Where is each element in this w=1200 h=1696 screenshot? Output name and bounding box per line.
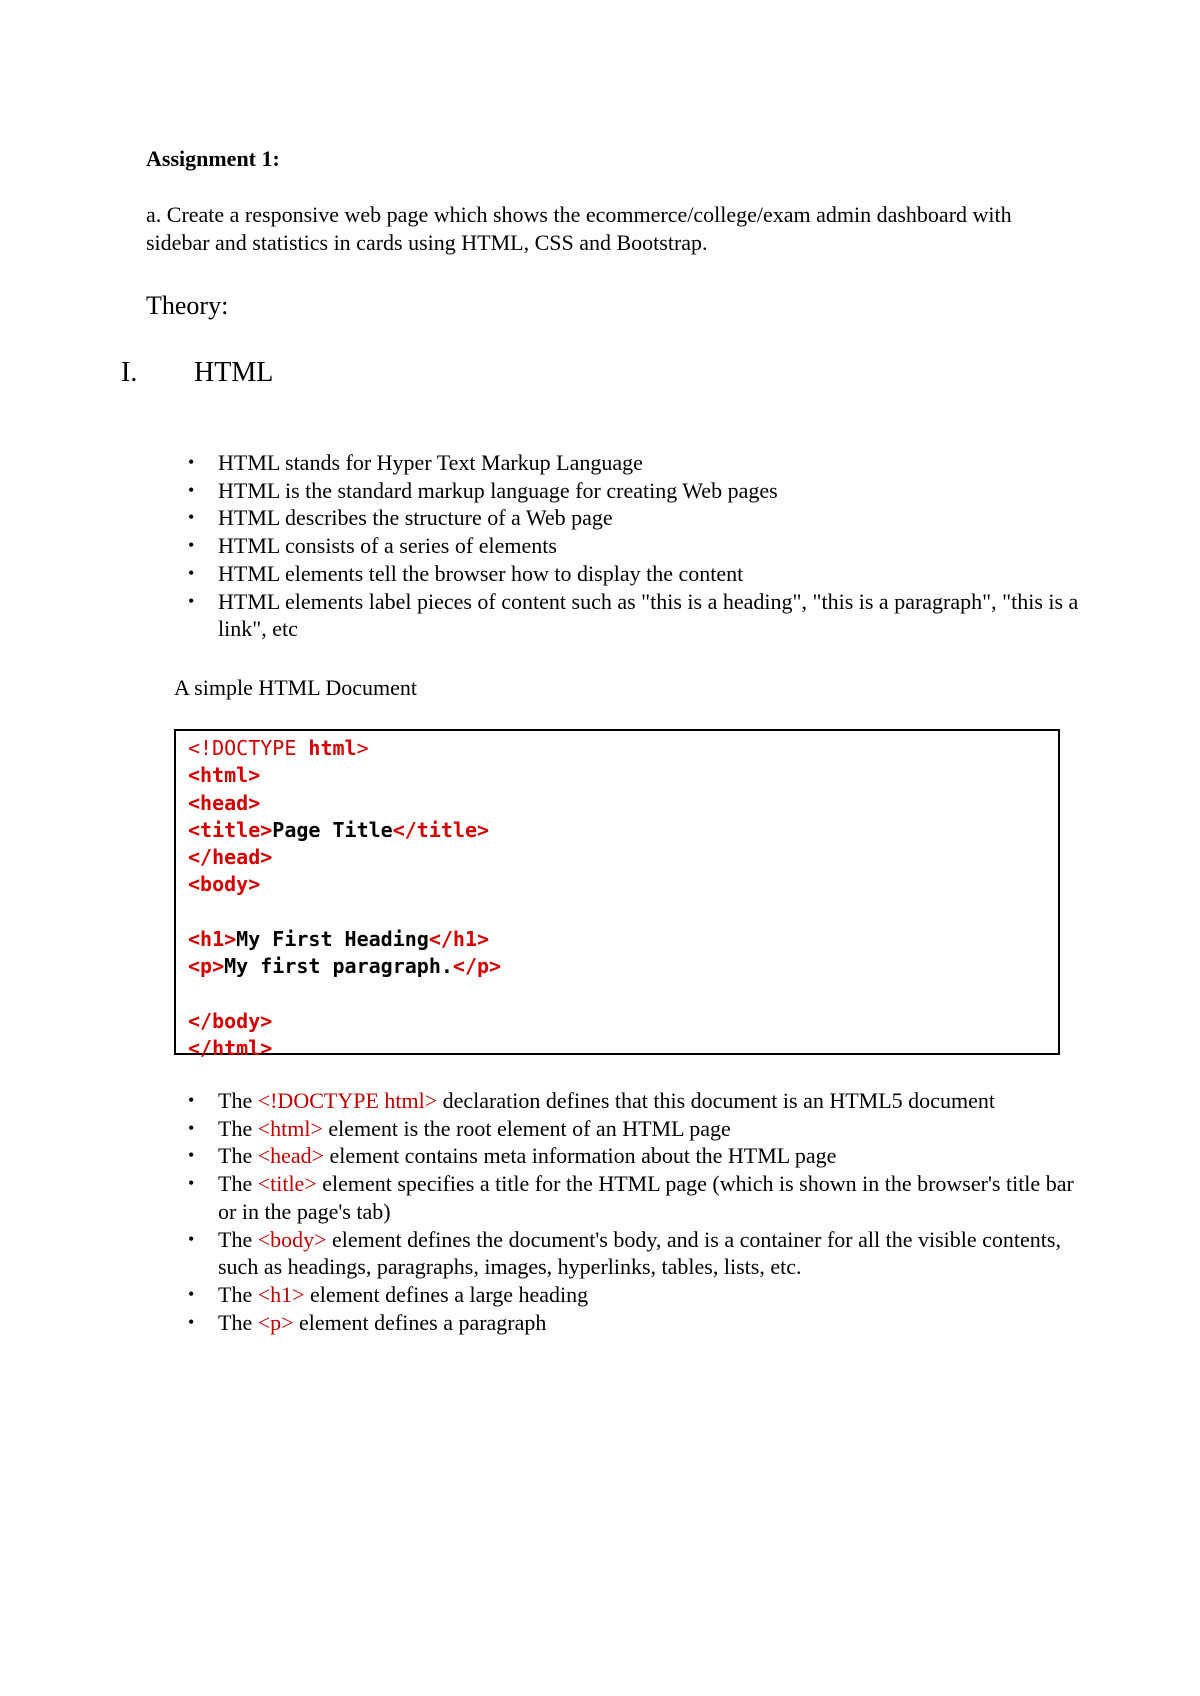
list-item-text: element defines a large heading	[304, 1281, 589, 1307]
list-item-text: element specifies a title for the HTML page (which is shown in the browser's title bar or in the page's tab)	[218, 1171, 1074, 1224]
bullet-icon: •	[188, 562, 195, 583]
code-line	[188, 871, 1046, 898]
bullet-icon: •	[188, 1090, 195, 1110]
list-item-text: HTML consists of a series of elements	[218, 533, 557, 559]
section-number: I.	[121, 357, 138, 388]
list-item-text: HTML stands for Hyper Text Markup Language	[218, 450, 643, 475]
list-item	[188, 560, 1088, 588]
tag-name: <p>	[257, 1309, 294, 1335]
list-item	[188, 1087, 1088, 1115]
list-item-prefix: The	[218, 1115, 258, 1141]
code-token: </body>	[188, 1008, 273, 1033]
bullet-icon: •	[188, 535, 195, 556]
bullet-icon: •	[188, 507, 195, 528]
list-item-text: declaration defines that this document is an HTML5 document	[437, 1088, 995, 1113]
bullet-icon: •	[188, 479, 195, 500]
code-token: <body>	[188, 872, 261, 897]
list-item-text: HTML elements tell the browser how to display the content	[218, 560, 744, 586]
code-line	[188, 762, 1046, 789]
list-item-text: HTML is the standard markup language for creating Web pages	[218, 477, 778, 503]
code-block	[174, 729, 1060, 1061]
list-item-text: element is the root element of an HTML page	[322, 1115, 731, 1141]
list-item	[188, 1115, 1088, 1143]
bullet-icon: •	[188, 1228, 195, 1249]
list-item-text: element defines a paragraph	[293, 1309, 547, 1335]
tag-name: <html>	[257, 1115, 323, 1141]
bullet-icon: •	[188, 1145, 195, 1166]
bullet-icon: •	[188, 1117, 195, 1138]
code-line	[188, 1035, 1046, 1062]
tag-name: <h1>	[257, 1281, 305, 1307]
list-item-prefix: The	[218, 1143, 258, 1169]
code-token: html	[308, 736, 357, 760]
code-token: </h1>	[428, 927, 490, 952]
code-line	[188, 817, 1046, 844]
code-token: <p>	[188, 954, 225, 979]
tag-name: <!DOCTYPE html>	[257, 1088, 438, 1113]
code-token: <head>	[188, 790, 261, 815]
list-item	[188, 1170, 1088, 1225]
bullet-icon: •	[188, 1173, 195, 1194]
code-line	[188, 953, 1046, 980]
code-token: </head>	[188, 845, 273, 870]
list-item	[188, 1226, 1088, 1281]
list-item-text: element contains meta information about the HTML page	[324, 1143, 837, 1169]
assignment-heading: Assignment 1:	[146, 146, 280, 171]
list-item-text: element defines the document's body, and is a container for all the visible contents, such as headings, paragraphs, images, hyperlinks, tables, lists, etc.	[218, 1226, 1061, 1280]
code-line	[188, 735, 1046, 762]
code-token: <title>	[188, 817, 273, 842]
code-token: <h1>	[188, 927, 237, 952]
tag-name: <head>	[257, 1143, 325, 1169]
theory-label: Theory:	[146, 291, 229, 320]
code-line	[188, 844, 1046, 871]
code-line-blank	[188, 981, 1046, 1008]
code-token: </p>	[452, 954, 502, 979]
code-caption: A simple HTML Document	[174, 675, 417, 700]
list-item-prefix: The	[218, 1226, 258, 1252]
list-item	[188, 1142, 1088, 1170]
bullet-icon: •	[188, 590, 195, 611]
code-text: Page Title	[272, 817, 393, 842]
list-item	[188, 588, 1088, 643]
tag-name: <title>	[257, 1171, 317, 1197]
list-item	[188, 532, 1088, 560]
list-item	[188, 504, 1088, 532]
tag-name: <body>	[257, 1226, 327, 1252]
element-explanations-list	[188, 1087, 1088, 1336]
list-item-prefix: The	[218, 1171, 258, 1197]
code-line	[188, 926, 1046, 953]
bullet-icon: •	[188, 452, 195, 472]
section-title: HTML	[194, 357, 274, 388]
code-text: My First Heading	[236, 927, 429, 952]
code-line	[188, 1008, 1046, 1035]
list-item-text: HTML elements label pieces of content such as "this is a heading", "this is a paragraph", "this is a link", etc	[218, 588, 1079, 642]
code-text: My first paragraph.	[224, 954, 453, 979]
bullet-icon: •	[188, 1311, 195, 1332]
list-item	[188, 449, 1088, 477]
bullet-icon: •	[188, 1283, 195, 1304]
task-description: a. Create a responsive web page which shows the ecommerce/college/exam admin dashboard with sidebar and statistics in cards using HTML, CSS and Bootstrap.	[146, 202, 1012, 255]
code-token: >	[356, 736, 369, 760]
code-token: <!DOCTYPE	[188, 736, 309, 760]
list-item-prefix: The	[218, 1281, 258, 1307]
code-line	[188, 790, 1046, 817]
list-item-prefix: The	[218, 1309, 258, 1335]
list-item-text: HTML describes the structure of a Web page	[218, 505, 613, 531]
list-item	[188, 477, 1088, 505]
list-item	[188, 1281, 1088, 1309]
code-line-blank	[188, 899, 1046, 926]
code-token: </title>	[392, 817, 490, 842]
list-item-prefix: The	[218, 1088, 258, 1113]
code-token: </html>	[188, 1036, 273, 1061]
list-item	[188, 1309, 1088, 1337]
code-token: <html>	[188, 763, 261, 788]
html-facts-list	[188, 449, 1088, 643]
